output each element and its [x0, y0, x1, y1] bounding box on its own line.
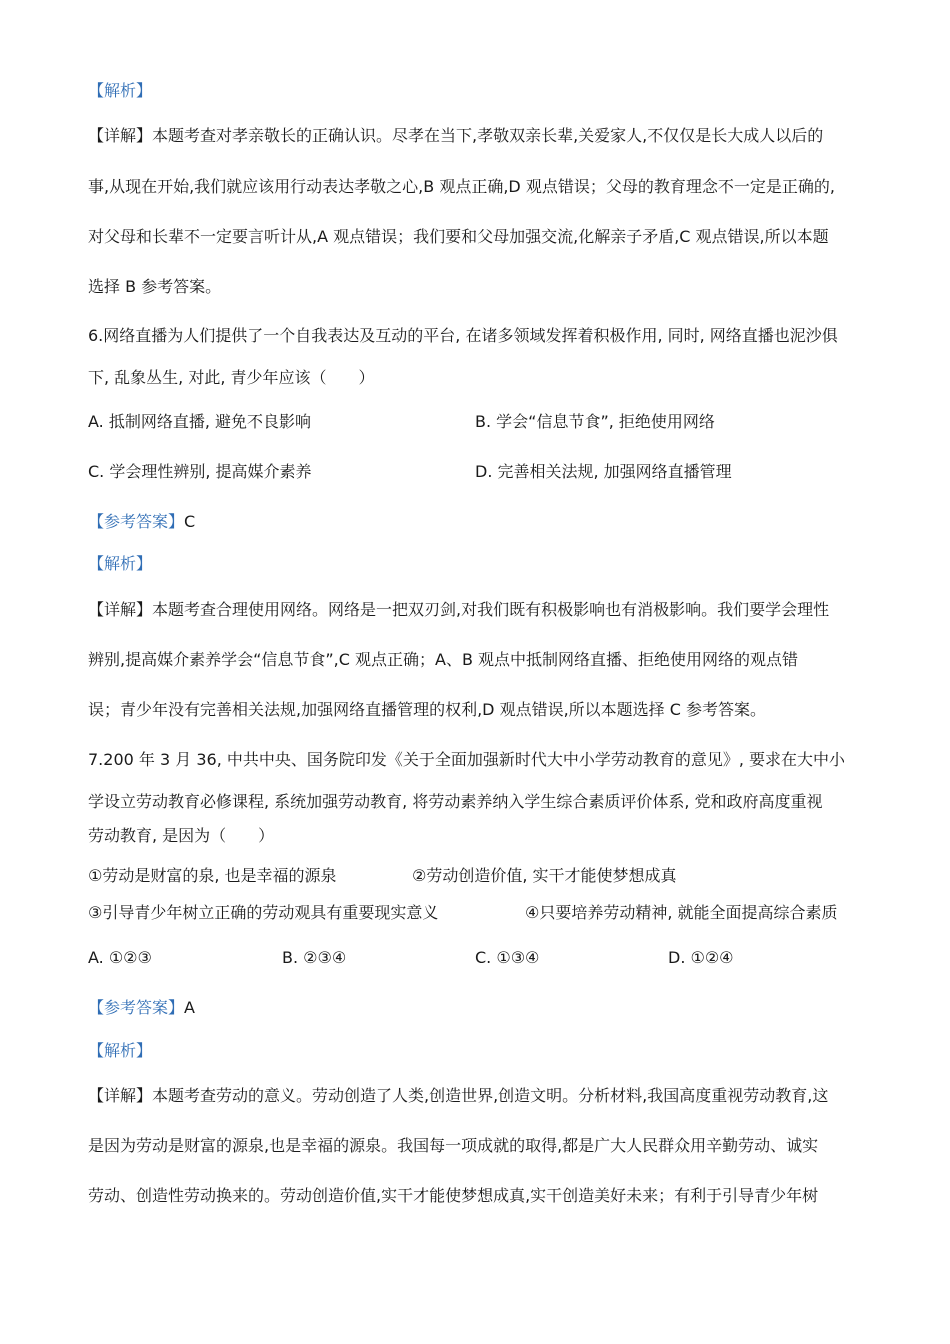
q7-answer-tag: 【参考答案】: [88, 998, 185, 1017]
q6-analysis-tag: 【解析】: [88, 554, 153, 573]
q5-detail-line-3: 对父母和长辈不一定要言听计从,A 观点错误；我们要和父母加强交流,化解亲子矛盾,C 观点错误,所以本题: [88, 227, 829, 246]
q6-detail-line-3: 误；青少年没有完善相关法规,加强网络直播管理的权利,D 观点错误,所以本题选择 C 参考答案。: [88, 700, 767, 719]
q6-option-a: A. 抵制网络直播, 避免不良影响: [88, 412, 312, 431]
q7-detail-line-3: 劳动、创造性劳动换来的。劳动创造价值,实干才能使梦想成真,实干创造美好未来；有利于引导青少年树: [88, 1186, 819, 1205]
q6-option-c: C. 学会理性辨别, 提高媒介素养: [88, 462, 312, 481]
q6-answer-letter: C: [184, 512, 196, 531]
q7-statement-1: ①劳动是财富的泉, 也是幸福的源泉: [88, 866, 337, 885]
q7-stem-line-3: 劳动教育, 是因为（ ）: [88, 826, 275, 845]
q5-detail-line-2: 事,从现在开始,我们就应该用行动表达孝敬之心,B 观点正确,D 观点错误；父母的教育理念不一定是正确的,: [88, 177, 835, 196]
q7-option-a: A. ①②③: [88, 948, 152, 967]
q7-option-c: C. ①③④: [475, 948, 540, 967]
q6-option-b: B. 学会“信息节食”, 拒绝使用网络: [475, 412, 715, 431]
q7-answer: [88, 998, 195, 1018]
q7-statement-3: ③引导青少年树立正确的劳动观具有重要现实意义: [88, 903, 439, 922]
q7-analysis-tag: 【解析】: [88, 1041, 153, 1060]
q6-answer: [88, 512, 195, 532]
q7-option-b: B. ②③④: [282, 948, 347, 967]
q6-answer-tag: 【参考答案】: [88, 512, 185, 531]
q6-option-d: D. 完善相关法规, 加强网络直播管理: [475, 462, 732, 481]
q7-answer-letter: A: [184, 998, 195, 1017]
q7-statement-2: ②劳动创造价值, 实干才能使梦想成真: [412, 866, 677, 885]
q7-stem-line-1: 7.200 年 3 月 36, 中共中央、国务院印发《关于全面加强新时代大中小学劳动教育的意见》, 要求在大中小: [88, 750, 846, 769]
q7-detail-line-1: 【详解】本题考查劳动的意义。劳动创造了人类,创造世界,创造文明。分析材料,我国高度重视劳动教育,这: [88, 1086, 829, 1105]
q7-option-d: D. ①②④: [668, 948, 734, 967]
q5-detail-line-4: 选择 B 参考答案。: [88, 277, 222, 296]
q7-statement-4: ④只要培养劳动精神, 就能全面提高综合素质: [525, 903, 838, 922]
q5-detail-line-1: 【详解】本题考查对孝亲敬长的正确认识。尽孝在当下,孝敬双亲长辈,关爱家人,不仅仅是长大成人以后的: [88, 126, 824, 145]
q6-detail-line-2: 辨别,提高媒介素养学会“信息节食”,C 观点正确；A、B 观点中抵制网络直播、拒绝使用网络的观点错: [88, 650, 799, 669]
q5-analysis-tag: 【解析】: [88, 81, 153, 100]
q6-detail-line-1: 【详解】本题考查合理使用网络。网络是一把双刃剑,对我们既有积极影响也有消极影响。我们要学会理性: [88, 600, 830, 619]
q6-stem-line-2: 下, 乱象丛生, 对此, 青少年应该（ ）: [88, 368, 375, 387]
q6-stem-line-1: 6.网络直播为人们提供了一个自我表达及互动的平台, 在诸多领域发挥着积极作用, 同时, 网络直播也泥沙俱: [88, 326, 838, 345]
q7-detail-line-2: 是因为劳动是财富的源泉,也是幸福的源泉。我国每一项成就的取得,都是广大人民群众用辛勤劳动、诚实: [88, 1136, 819, 1155]
q7-stem-line-2: 学设立劳动教育必修课程, 系统加强劳动教育, 将劳动素养纳入学生综合素质评价体系, 党和政府高度重视: [88, 792, 823, 811]
